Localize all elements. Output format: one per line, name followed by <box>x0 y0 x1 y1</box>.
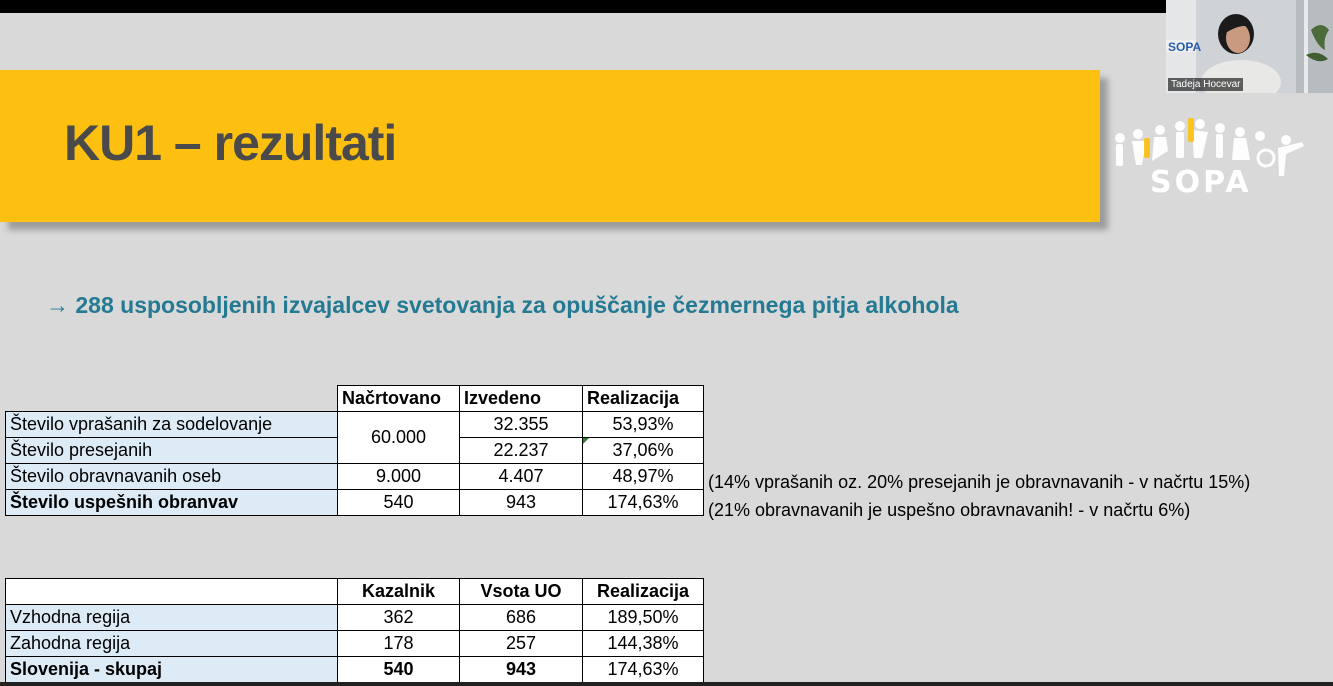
row-label: Število obravnavanih oseb <box>6 464 338 490</box>
results-table <box>5 385 704 516</box>
note-uspesnih: (21% obravnavanih je uspešno obravnavanih! - v načrtu 6%) <box>708 500 1191 520</box>
header-cell: Kazalnik <box>338 579 460 605</box>
done-cell: 32.355 <box>460 412 583 438</box>
header-cell: Izvedeno <box>460 386 583 412</box>
planned-cell: 540 <box>338 490 460 516</box>
table-row <box>6 657 704 683</box>
table-row <box>6 605 704 631</box>
top-bar <box>0 0 1333 13</box>
vsota-cell: 943 <box>460 657 583 683</box>
done-cell: 943 <box>460 490 583 516</box>
row-label: Slovenija - skupaj <box>6 657 338 683</box>
participant-video-tile[interactable] <box>1166 0 1333 93</box>
subtitle-bold: 288 usposobljenih <box>75 292 277 318</box>
table-corner <box>6 386 338 412</box>
comment-marker-icon <box>583 438 589 444</box>
row-label: Zahodna regija <box>6 631 338 657</box>
slide-subtitle <box>46 292 959 319</box>
header-cell: Realizacija <box>583 386 704 412</box>
table-header-row <box>6 579 704 605</box>
row-label: Število vprašanih za sodelovanje <box>6 412 338 438</box>
real-cell: 48,97% <box>583 464 704 490</box>
real-value: 37,06% <box>612 440 674 460</box>
header-cell: Realizacija <box>583 579 704 605</box>
real-cell: 174,63% <box>583 657 704 683</box>
done-cell: 22.237 <box>460 438 583 464</box>
bottom-scroll-strip <box>0 682 1333 686</box>
row-label: Število uspešnih obranvav <box>6 490 338 516</box>
slide-title: KU1 – rezultati <box>64 115 397 171</box>
arrow-icon: → <box>46 292 69 318</box>
header-cell: Načrtovano <box>338 386 460 412</box>
planned-cell: 60.000 <box>338 412 460 464</box>
table-row <box>6 490 704 516</box>
real-cell: 189,50% <box>583 605 704 631</box>
done-cell: 4.407 <box>460 464 583 490</box>
vsota-cell: 257 <box>460 631 583 657</box>
row-label: Vzhodna regija <box>6 605 338 631</box>
subtitle-rest: izvajalcev svetovanja za opuščanje čezmernega pitja alkohola <box>276 292 959 318</box>
table-row <box>6 412 704 438</box>
table-header-row <box>6 386 704 412</box>
table-corner <box>6 579 338 605</box>
video-background-text: SOPA <box>1168 40 1202 54</box>
title-banner <box>0 70 1100 222</box>
real-cell: 53,93% <box>583 412 704 438</box>
kazalnik-cell: 178 <box>338 631 460 657</box>
note-obravnavanih: (14% vprašanih oz. 20% presejanih je obravnavanih - v načrtu 15%) <box>708 472 1251 492</box>
planned-cell: 9.000 <box>338 464 460 490</box>
real-cell: 174,63% <box>583 490 704 516</box>
participant-name: Tadeja Hocevar <box>1168 78 1243 91</box>
header-cell: Vsota UO <box>460 579 583 605</box>
row-label: Število presejanih <box>6 438 338 464</box>
sopa-logo-text: SOPA <box>1150 165 1252 200</box>
table-row <box>6 464 704 490</box>
kazalnik-cell: 362 <box>338 605 460 631</box>
real-cell: 144,38% <box>583 631 704 657</box>
regions-table <box>5 578 704 683</box>
real-cell <box>583 438 704 464</box>
table-row <box>6 631 704 657</box>
vsota-cell: 686 <box>460 605 583 631</box>
kazalnik-cell: 540 <box>338 657 460 683</box>
